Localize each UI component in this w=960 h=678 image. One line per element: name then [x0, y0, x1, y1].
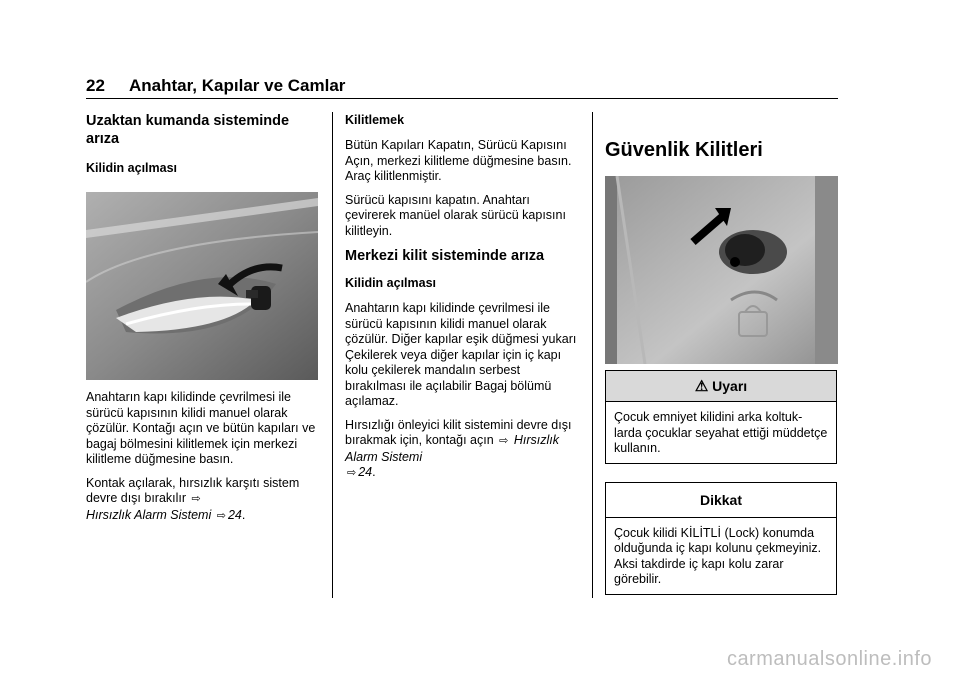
- paragraph-alarm-note: Kontak açılarak, hırsızlık karşıtı sistem devre dışı bırakılır ⇨ Hırsızlık Alarm Sistemi ⇨ 24.: [86, 476, 322, 525]
- column-divider-1: [332, 112, 333, 598]
- watermark: carmanualsonline.info: [726, 648, 932, 670]
- subheading-unlocking: Kilidin açılması: [86, 161, 178, 175]
- warning-box: [605, 370, 837, 464]
- page-number: 22: [86, 76, 105, 95]
- section-heading-central-lock-fault: Merkezi kilit sisteminde arıza: [345, 248, 545, 264]
- door-handle-photo: [86, 192, 318, 380]
- page-header: [86, 76, 345, 96]
- alarm-deactivate-text: Hırsızlığı önleyici kilit sistemini devre dışı bırakmak için, kontağı açın: [345, 417, 572, 447]
- paragraph-locking-2: Sürücü kapısını kapatın. Anahtarı çevirerek manüel olarak sürücü kapısını kilitleyin.: [345, 192, 566, 238]
- reference-page-2[interactable]: 24: [358, 465, 373, 479]
- caution-title: Dikkat: [606, 483, 836, 518]
- subheading-locking: Kilitlemek: [345, 113, 405, 127]
- reference-page[interactable]: 24: [227, 507, 242, 522]
- header-rule: [86, 98, 838, 99]
- caution-text: Çocuk kilidi KİLİTLİ (Lock) konumda olduğunda iç kapı kolunu çekmeyiniz. Aksi takdirde iç kapı kolu zarar görebilir.: [614, 525, 822, 586]
- column-1: [86, 112, 322, 532]
- reference-arrow-icon: ⇨: [347, 467, 357, 479]
- column-2: [345, 112, 581, 490]
- subheading-unlocking-2: Kilidin açılması: [345, 276, 437, 290]
- reference-arrow-icon: ⇨: [499, 435, 509, 447]
- chapter-title: Anahtar, Kapılar ve Camlar: [129, 76, 346, 95]
- warning-text: Çocuk emniyet kilidini arka koltuk-larda çocuklar seyahat ettiği müddetçe kullanın.: [614, 410, 828, 455]
- warning-icon: ⚠: [694, 378, 709, 395]
- paragraph-unlock-manual: Anahtarın kapı kilidinde çevrilmesi ile sürücü kapısının kilidi manuel olarak çözülür. Kontağı açın ve bütün kapıları ve bagaj bölmesini kilitlemek için merkezi kilitleme düğmesine basın.: [86, 390, 316, 466]
- reference-link-alarm[interactable]: Hırsızlık Alarm Sistemi: [86, 507, 212, 522]
- alarm-note-text: Kontak açılarak, hırsızlık karşıtı sistem devre dışı bırakılır: [86, 475, 300, 505]
- child-lock-photo: [605, 176, 838, 364]
- section-heading-remote-fault: Uzaktan kumanda sisteminde arıza: [86, 113, 290, 147]
- column-3: [605, 112, 839, 595]
- reference-link-alarm-2[interactable]: Hırsızlık Alarm Sistemi: [345, 433, 560, 464]
- reference-arrow-icon: ⇨: [216, 509, 226, 522]
- reference-arrow-icon: ⇨: [191, 493, 201, 505]
- column-divider-2: [592, 112, 593, 598]
- paragraph-locking-1: Bütün Kapıları Kapatın, Sürücü Kapısını Açın, merkezi kilitleme düğmesine basın. Araç kilitlenmiştir.: [345, 138, 572, 183]
- warning-title: Uyarı: [712, 378, 748, 394]
- section-heading-child-locks: Güvenlik Kilitleri: [605, 139, 763, 161]
- warning-header: [606, 371, 836, 402]
- paragraph-alarm-deactivate: Hırsızlığı önleyici kilit sistemini devre dışı bırakmak için, kontağı açın ⇨ Hırsızlık Alarm Sistemi ⇨ 24.: [345, 418, 581, 482]
- caution-box: [605, 482, 837, 595]
- paragraph-unlock-central: Anahtarın kapı kilidinde çevrilmesi ile sürücü kapısının kilidi manuel olarak çözülür. Diğer kapılar eşik düğmesi yukarı Çekilerek veya diğer kapılar için iç kapı kolu çekilerek mandalın serbest bırakılması ile açılabilir Bagaj bölümü açılamaz.: [345, 301, 577, 408]
